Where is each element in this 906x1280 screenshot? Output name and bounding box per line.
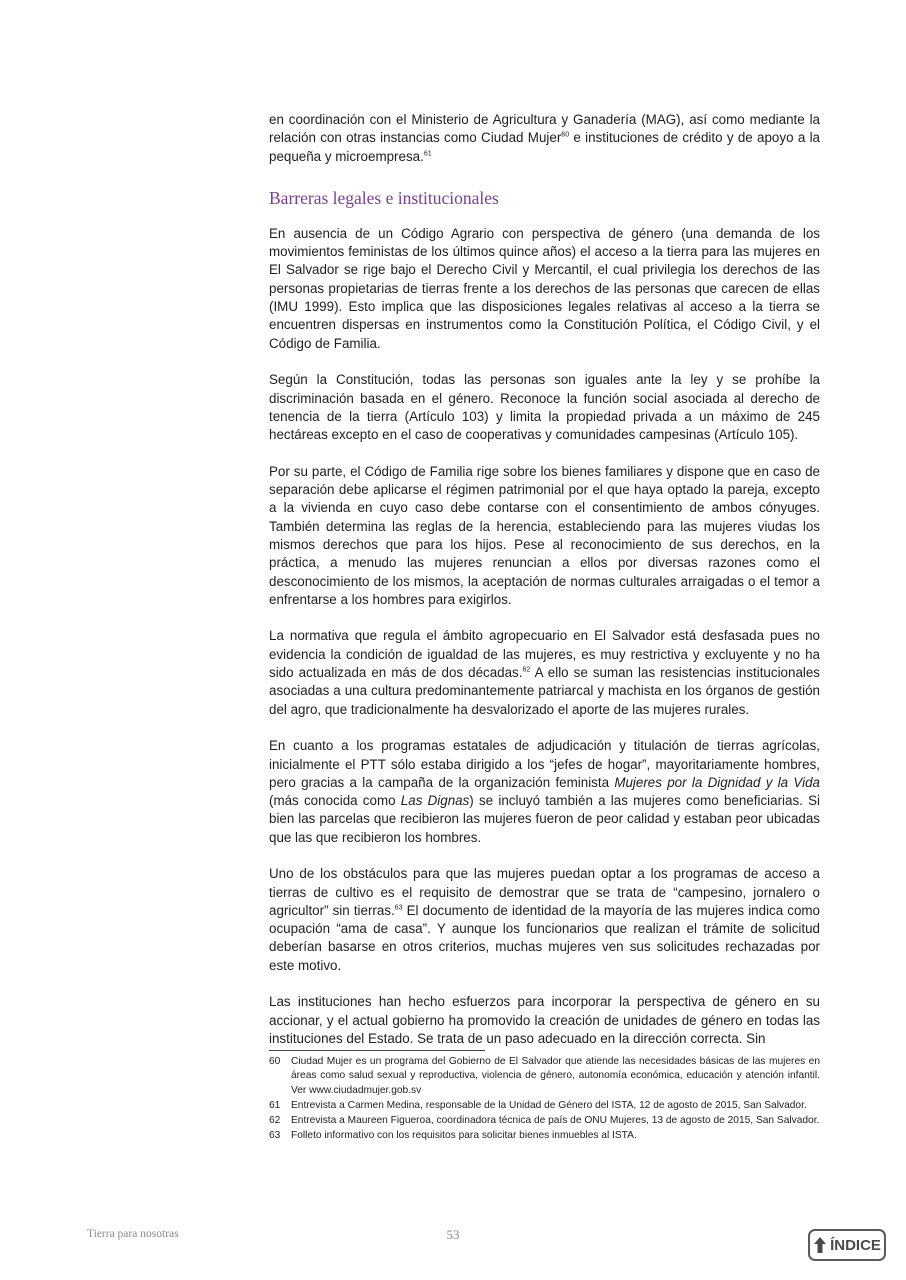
paragraph-1: En ausencia de un Código Agrario con perspectiva de género (una demanda de los movimientos feministas de los últimos quince años) el acceso a la tierra para las mujeres en El Salvador se rige bajo el Derecho Civil y Mercantil, el cual privilegia los derechos de las personas propietarias de tierras frente a los derechos de las personas que carecen de ellas (IMU 1999). Esto implica que las disposiciones legales relativas al acceso a la tierra se encuentren dispersas en instrumentos como la Constitución Política, el Código Civil, y el Código de Familia. [269,225,820,351]
text-run: (más conocida como [269,793,401,809]
section-heading: Barreras legales e institucionales [269,187,499,208]
footnote-ref-60[interactable]: 60 [561,131,570,139]
page-number: 53 [446,1227,460,1242]
text-run: e instituciones de crédito y de apoyo a la pequeña y microempresa. [269,130,820,164]
paragraph-3: Por su parte, el Código de Familia rige sobre los bienes familiares y dispone que en caso de separación debe aplicarse el régimen patrimonial por el que haya optado la pareja, excepto a la vivienda en cuyo caso debe contarse con el consentimiento de ambos cónyuges. También determina las reglas de la herencia, estableciendo para las mujeres viudas los mismos derechos que para los hijos. Pese al reconocimiento de sus derechos, en la práctica, a menudo las mujeres renuncian a ellos por diversas razones como el desconocimiento de los mismos, la aceptación de normas culturales arraigadas o el temor a enfrentarse a los hombres para exigirlos. [269,463,820,607]
footnote-divider [269,1050,485,1051]
footnote-text: Entrevista a Maureen Figueroa, coordinadora técnica de país de ONU Mujeres, 13 de agosto de 2015, San Salvador. [291,1115,820,1127]
footnote-number: 63 [269,1130,281,1142]
footnote-63 [269,1129,820,1143]
footnote-ref-63[interactable]: 63 [394,904,403,912]
footnote-ref-61[interactable]: 61 [423,150,432,158]
footnote-text: Entrevista a Carmen Medina, responsable de la Unidad de Género del ISTA, 12 de agosto de 2015, San Salvador. [291,1099,807,1111]
paragraph-intro [269,111,820,166]
footnote-62 [269,1114,820,1128]
footnote-text: Folleto informativo con los requisitos para solicitar bienes inmuebles al ISTA. [291,1130,637,1142]
index-button[interactable] [808,1229,886,1261]
footnote-text: Ciudad Mujer es un programa del Gobierno de El Salvador que atiende las necesidades básicas de las mujeres en áreas como salud sexual y reproductiva, violencia de género, autonomía económica, educación y atención infantil. Ver www.ciudadmujer.gob.sv [291,1056,820,1096]
footnote-number: 60 [269,1056,281,1067]
text-run: ) se incluyó también a las mujeres como beneficiarias. Si bien las parcelas que recibieron las mujeres fueron de peor calidad y estaban peor ubicadas que las que recibieron los hombres. [269,793,820,845]
italic-organization-alias: Las Dignas [400,793,470,809]
footnote-60 [269,1055,820,1098]
paragraph-4 [269,627,820,718]
main-text [269,111,820,1067]
paragraph-5 [269,737,820,847]
footnotes [269,1055,820,1145]
footnote-number: 61 [269,1099,281,1111]
paragraph-7: Las instituciones han hecho esfuerzos para incorporar la perspectiva de género en su accionar, y el actual gobierno ha promovido la creación de unidades de género en todas las instituciones del Estado. Se trata de un paso adecuado en la dirección correcta. Sin [269,994,820,1046]
text-run: A ello se suman las resistencias institucionales asociadas a una cultura predominantemente patriarcal y machista en los órganos de gestión del agro, que tradicionalmente ha desvalorizado el aporte de las mujeres rurales. [269,665,821,717]
arrow-up-icon [813,1236,827,1254]
text-run: El documento de identidad de la mayoría de las mujeres indica como ocupación “ama de casa”. Y aunque los funcionarios que realizan el trámite de solicitud deberían basarse en otros criterios, muchas mujeres ven sus solicitudes rechazadas por este motivo. [269,902,821,973]
footnote-ref-62[interactable]: 62 [522,666,531,674]
text-run: La normativa que regula el ámbito agropecuario en El Salvador está desfasada pues no evidencia la condición de igualdad de las mujeres, es muy restrictiva y excluyente y no ha sido actualizada en más de dos décadas. [269,628,820,681]
text-run: Uno de los obstáculos para que las mujeres puedan optar a los programas de acceso a tierras de cultivo es el requisito de demostrar que se trata de “campesino, jornalero o agricultor” sin tierras. [269,866,820,918]
footnote-61 [269,1099,820,1113]
paragraph-2: Según la Constitución, todas las personas son iguales ante la ley y se prohíbe la discriminación basada en el género. Reconoce la función social asociada al derecho de tenencia de la tierra (Artículo 103) y limita la propiedad privada a un máximo de 245 hectáreas excepto en el caso de cooperativas y comunidades campesinas (Artículo 105). [269,372,820,443]
footer-book-title: Tierra para nosotras [87,1228,179,1240]
paragraph-6 [269,865,820,975]
italic-organization-name: Mujeres por la Dignidad y la Vida [614,774,820,790]
index-button-label: ÍNDICE [830,1236,881,1254]
text-run: En cuanto a los programas estatales de adjudicación y titulación de tierras agrícolas, inicialmente el PTT sólo estaba dirigido a los “jefes de hogar”, mayoritariamente hombres, pero gracias a la campaña de la organización feminista [269,738,820,790]
text-run: en coordinación con el Ministerio de Agricultura y Ganadería (MAG), así como mediante la relación con otras instancias como Ciudad Mujer [269,112,820,146]
footnote-number: 62 [269,1115,281,1127]
